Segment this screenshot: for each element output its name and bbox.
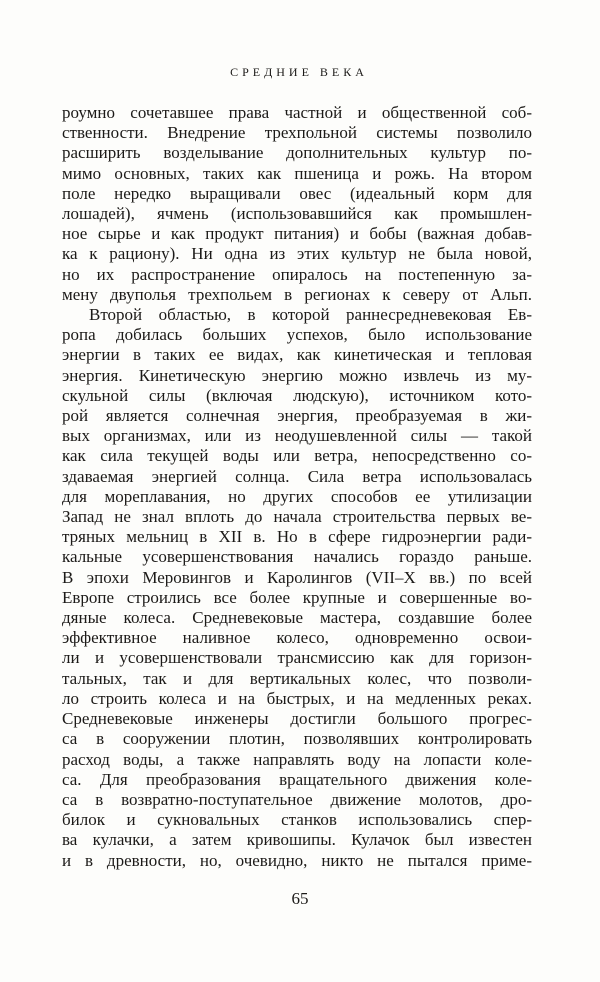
text-line: эффективное наливное колесо, одновременно освои- <box>62 628 532 648</box>
text-line: Европе строились все более крупные и совершенные во- <box>62 587 532 607</box>
text-line: ка к рациону). Ни одна из этих культур не была новой, <box>62 244 532 264</box>
text-line: ва кулачки, а затем кривошипы. Кулачок был известен <box>62 830 532 850</box>
text-line: но их распространение опиралось на постепенную за- <box>62 264 532 284</box>
text-line: вых организмах, или из неодушевленной силы — такой <box>62 426 532 446</box>
text-line: кальные усовершенствования начались гораздо раньше. <box>62 547 532 567</box>
text-line: тальных, так и для вертикальных колес, что позволи- <box>62 668 532 688</box>
paragraph <box>62 103 532 305</box>
text-line: ло строить колеса и на быстрых, и на медленных реках. <box>62 688 532 708</box>
page-number: 65 <box>291 889 309 908</box>
text-line: расширить возделывание дополнительных культур по- <box>62 143 532 163</box>
text-line: Второй областью, в которой раннесредневековая Ев- <box>89 305 532 325</box>
text-line: са в сооружении плотин, позволявших контролировать <box>62 729 532 749</box>
running-head: СРЕДНИЕ ВЕКА <box>230 65 368 79</box>
text-line: ное сырье и как продукт питания) и бобы (важная добав- <box>62 224 532 244</box>
text-line: скульной силы (включая людскую), источником кото- <box>62 385 532 405</box>
text-line: Запад не знал вплоть до начала строительства первых ве- <box>62 507 532 527</box>
text-line: лошадей), ячмень (использовавшийся как промышлен- <box>62 204 532 224</box>
paragraph <box>62 305 532 871</box>
text-line: роумно сочетавшее права частной и общественной соб- <box>62 103 532 122</box>
text-line: ственности. Внедрение трехпольной системы позволило <box>62 123 532 143</box>
text-line: са. Для преобразования вращательного движения коле- <box>62 769 532 789</box>
text-line: для мореплавания, но других способов ее утилизации <box>62 486 532 506</box>
text-line: ропа добилась больших успехов, было использование <box>62 325 532 345</box>
text-line: мену двуполья трехпольем в регионах к северу от Альп. <box>62 284 532 304</box>
text-line: здаваемая энергией солнца. Сила ветра использовалась <box>62 466 532 486</box>
text-line: как сила текущей воды или ветра, непосредственно со- <box>62 446 532 466</box>
text-line: поле нередко выращивали овес (идеальный корм для <box>62 183 532 203</box>
text-line: Средневековые инженеры достигли большого прогрес- <box>62 709 532 729</box>
text-line: В эпохи Меровингов и Каролингов (VII–X вв.) по всей <box>62 567 532 587</box>
text-line: и в древности, но, очевидно, никто не пытался приме- <box>62 850 532 870</box>
text-line: дяные колеса. Средневековые мастера, создавшие более <box>62 608 532 628</box>
body-text <box>62 103 532 871</box>
text-line: билок и сукновальных станков использовались спер- <box>62 810 532 830</box>
text-line: энергии в таких ее видах, как кинетическая и тепловая <box>62 345 532 365</box>
text-line: мимо основных, таких как пшеница и рожь. На втором <box>62 163 532 183</box>
text-line: тряных мельниц в XII в. Но в сфере гидроэнергии ради- <box>62 527 532 547</box>
text-line: расход воды, а также направлять воду на лопасти коле- <box>62 749 532 769</box>
text-line: энергия. Кинетическую энергию можно извлечь из му- <box>62 365 532 385</box>
text-line: рой является солнечная энергия, преобразуемая в жи- <box>62 406 532 426</box>
text-line: ли и усовершенствовали трансмиссию как для горизон- <box>62 648 532 668</box>
text-line: са в возвратно-поступательное движение молотов, дро- <box>62 789 532 809</box>
